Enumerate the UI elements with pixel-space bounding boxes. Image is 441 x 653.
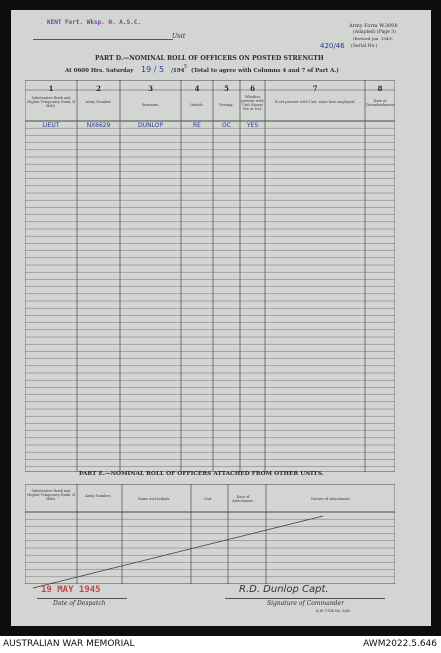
- at-time-prefix: At 0600 Hrs. Saturday: [65, 68, 134, 74]
- e-col-unit-header: Unit.: [203, 497, 213, 501]
- col-7-header: If not present with Unit, state how employed.: [274, 100, 356, 104]
- col-4-number: 4: [194, 84, 200, 93]
- col-6-header: Whether present with Unit (Insert Yes or No).: [241, 95, 264, 112]
- army-form-page: [11, 10, 431, 626]
- row1-surname: DUNLOP: [138, 122, 163, 129]
- archive-footer: [0, 636, 441, 653]
- row1-posting: OC: [222, 122, 231, 129]
- despatch-date-stamp: 19 MAY 1945: [41, 585, 101, 595]
- col-5-number: 5: [224, 84, 229, 93]
- unit-stamp: KENT Fort. Wksp. H. A.S.C.: [47, 19, 141, 26]
- col-2-header: Army Number.: [85, 100, 112, 104]
- col-3-header: Surname.: [141, 103, 160, 107]
- roll-date: 19 / 5: [141, 65, 165, 74]
- row1-initials: RE: [193, 122, 201, 129]
- roll-year: /194: [171, 68, 185, 74]
- footer-institution: AUSTRALIAN WAR MEMORIAL: [3, 639, 135, 649]
- adapted-note: (Adapted) (Page 3): [353, 30, 396, 35]
- despatch-underline: [37, 598, 127, 599]
- e-col-army-number-header: Army Number.: [85, 494, 111, 498]
- e-col-name-header: Name and Initials.: [137, 497, 171, 501]
- e-col-nature-header: Nature of Attachment.: [311, 497, 351, 501]
- part-d-table-grid: [25, 80, 395, 472]
- e-col-rank-header: Substantive Rank and Higher Temporary Rank, if Held.: [27, 489, 75, 502]
- col-2-number: 2: [96, 84, 101, 93]
- row1-rank: LIEUT: [42, 122, 60, 129]
- col-4-header: Initials.: [190, 103, 204, 107]
- unit-label: Unit: [172, 33, 186, 40]
- col-7-number: 7: [312, 84, 318, 93]
- row1-present: YES: [246, 122, 259, 129]
- col-3-number: 3: [148, 84, 153, 93]
- part-e-title: PART E.—NOMINAL ROLL OF OFFICERS ATTACHED FROM OTHER UNITS.: [79, 471, 324, 477]
- signature-underline: [225, 598, 385, 599]
- unit-underline: [33, 39, 173, 40]
- commander-label: Signature of Commander: [267, 600, 344, 607]
- army-form-number: Army Form W.3008: [349, 23, 398, 29]
- footer-accession-number: AWM2022.5.646: [363, 639, 437, 649]
- e-col-date-header: Date of Attachment.: [232, 495, 254, 504]
- col-6-number: 6: [250, 84, 255, 93]
- row1-army-number: NX6629: [86, 122, 111, 129]
- serial-number: 420/46: [320, 42, 345, 50]
- col-5-header: Posting.: [219, 103, 234, 107]
- serial-label: (Serial No.): [351, 44, 378, 49]
- despatch-date-label: Date of Despatch: [53, 600, 106, 607]
- print-reference: A.W. 1754 No. 5/45: [316, 609, 351, 613]
- col-8-header: Date of Disembarkment.: [366, 99, 396, 108]
- total-note: (Total to agree with Columns 4 and 7 of Part A.): [191, 68, 339, 74]
- col-1-header: Substantive Rank and Higher Temporary Rank, if Held.: [27, 96, 75, 109]
- col-1-number: 1: [48, 84, 54, 93]
- commander-signature: R.D. Dunlop Capt.: [239, 584, 329, 595]
- col-8-number: 8: [377, 84, 383, 93]
- revised-note: (Revised Jan. 1943): [353, 36, 393, 41]
- part-d-title: PART D.—NOMINAL ROLL OF OFFICERS ON POSTED STRENGTH: [95, 55, 324, 62]
- part-e-strike-line: [25, 510, 325, 590]
- roll-year-digit: 5: [184, 64, 188, 70]
